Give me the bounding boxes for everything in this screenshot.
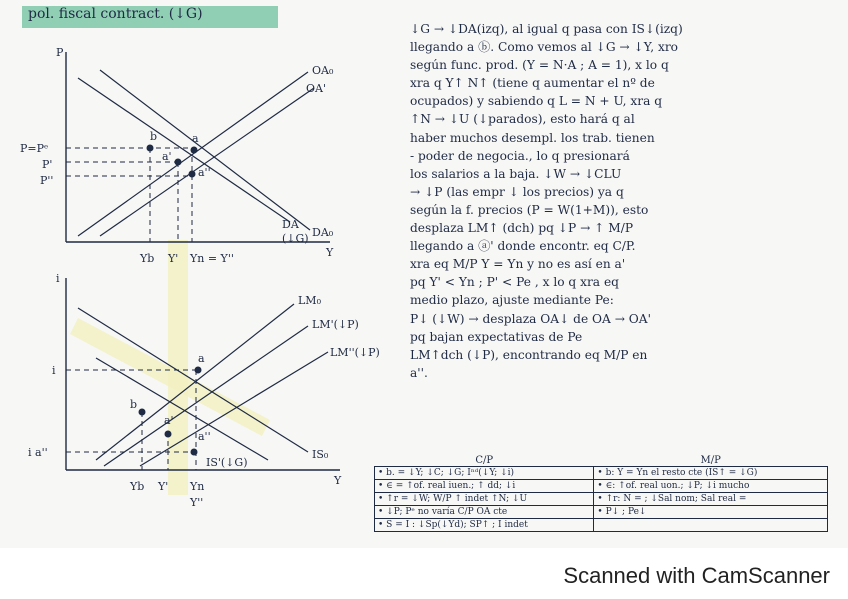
point-a2-top	[189, 171, 196, 178]
curve-da0	[100, 70, 310, 230]
point-a2-bottom	[191, 449, 198, 456]
summary-table	[374, 455, 828, 532]
table-header-cp: C/P	[475, 455, 494, 466]
curve-lm0	[96, 304, 294, 460]
label-p1: P'	[42, 158, 53, 171]
point-a-top	[191, 147, 198, 154]
table-cell: • b. = ↓Y; ↓C; ↓G; Iⁿᵈ(↓Y; ↓i)	[375, 467, 594, 480]
note-line: P↓ (↓W) → desplaza OA↓ de OA → OA'	[410, 311, 651, 326]
point-a1-top	[175, 159, 182, 166]
label-oa1: OA'	[306, 82, 326, 95]
curve-lm1	[104, 326, 308, 466]
table-row	[375, 467, 828, 480]
table-row	[375, 506, 828, 519]
table-cell: • ↓P; Pᵉ no varía C/P OA cte	[375, 506, 594, 519]
label-da: DA	[282, 218, 299, 231]
label-lm0: LM₀	[298, 294, 321, 307]
note-line: ocupados) y sabiendo q L = N + U, xra q	[410, 94, 663, 109]
point-b-bottom	[139, 409, 146, 416]
label-da0: DA₀	[312, 226, 334, 239]
note-line: desplaza LM↑ (dch) pq ↓P → ↑ M/P	[410, 221, 634, 236]
curve-da	[78, 78, 290, 222]
top-x-label: Y	[326, 246, 334, 259]
table-cell	[594, 519, 828, 532]
note-line: pq bajan expectativas de Pe	[410, 329, 583, 344]
note-line: pq Y' < Yn ; P' < Pe , x lo q xra eq	[410, 275, 619, 290]
label-down-g: (↓G)	[282, 232, 309, 245]
label-pe: P=Pᵉ	[20, 142, 49, 155]
scanner-watermark: Scanned with CamScanner	[563, 563, 830, 588]
graph-top	[20, 46, 334, 265]
label-lm2: LM''(↓P)	[330, 346, 380, 359]
table-row	[375, 493, 828, 506]
label-oa0: OA₀	[312, 64, 334, 77]
bottom-y-label: i	[56, 272, 60, 285]
table-cell: • ∈ = ↑of. real iuen.; ↑ dd; ↓i	[375, 480, 594, 493]
note-line: medio plazo, ajuste mediante Pe:	[410, 293, 614, 308]
table-cell: • ∈: ↑of. real uon.; ↓P; ↓i mucho	[594, 480, 828, 493]
label-lm1: LM'(↓P)	[312, 318, 359, 331]
label-is1: IS'(↓G)	[206, 456, 248, 469]
note-line: ↑N → ↓U (↓parados), esto hará q al	[410, 112, 635, 127]
table-header-row	[375, 455, 828, 467]
note-line: → ↓P (las empr ↓ los precios) ya q	[410, 184, 624, 199]
table-row	[375, 480, 828, 493]
label-b-bottom: b	[130, 398, 138, 411]
note-line: a''.	[410, 365, 428, 380]
note-line: ↓G → ↓DA(izq), al igual q pasa con IS↓(izq)	[410, 22, 683, 36]
label-yn-bottom: Yn	[190, 480, 205, 493]
note-line: xra q Y↑ N↑ (tiene q aumentar el nº de	[410, 76, 655, 91]
note-line: llegando a ⓑ. Como vemos al ↓G → ↓Y, xro	[410, 40, 678, 55]
label-y1-top: Y'	[168, 252, 179, 265]
label-yb-top: Yb	[140, 252, 155, 265]
point-a1-bottom	[165, 431, 172, 438]
label-a-bottom: a	[198, 352, 205, 365]
page-title: pol. fiscal contract. (↓G)	[28, 6, 203, 22]
curve-is0	[78, 308, 308, 452]
label-a1-top: a'	[162, 150, 172, 163]
table-cell: • S = I : ↓Sp(↓Yd); SP↑ ; I indet	[375, 519, 594, 532]
note-line: según la f. precios (P = W(1+M)), esto	[410, 202, 649, 217]
label-a2-bottom: a''	[198, 430, 211, 443]
handwritten-notes	[410, 20, 840, 382]
table-cell: • ↑r = ↓W; W/P ↑ indet ↑N; ↓U	[375, 493, 594, 506]
label-a-top: a	[192, 132, 199, 145]
point-a-bottom	[195, 367, 202, 374]
label-y2-bottom: Y''	[190, 496, 204, 509]
note-line: haber muchos desempl. los trab. tienen	[410, 130, 655, 145]
point-b-top	[147, 145, 154, 152]
bottom-x-label: Y	[334, 474, 342, 487]
label-b-top: b	[150, 130, 158, 143]
table-header-mp: M/P	[700, 455, 721, 466]
label-i: i	[52, 364, 56, 377]
label-a2-top: a''	[198, 166, 211, 179]
note-line: LM↑dch (↓P), encontrando eq M/P en	[410, 347, 648, 362]
table-row	[375, 519, 828, 532]
diagrams	[0, 0, 400, 540]
label-is0: IS₀	[312, 448, 329, 461]
label-yb-bottom: Yb	[130, 480, 145, 493]
label-a1-bottom: a'	[164, 414, 174, 427]
label-y1-bottom: Y'	[158, 480, 169, 493]
note-line: llegando a ⓐ' donde encontr. eq C/P.	[410, 239, 636, 254]
table-cell: • ↑r: N = ; ↓Sal nom; Sal real =	[594, 493, 828, 506]
label-ia2: i a''	[28, 446, 48, 459]
note-line: según func. prod. (Y = N·A ; A = 1), x lo q	[410, 58, 669, 73]
note-line: los salarios a la baja. ↓W → ↓CLU	[410, 166, 622, 181]
note-line: xra eq M/P Y = Yn y no es así en a'	[410, 257, 626, 272]
note-line: - poder de negocia., lo q presionará	[410, 148, 630, 163]
label-p2: P''	[40, 174, 54, 187]
top-y-label: P	[56, 46, 64, 59]
table-cell: • P↓ ; Pe↓	[594, 506, 828, 519]
label-yn-top: Yn = Y''	[190, 252, 234, 265]
table-cell: • b: Y = Yn el resto cte (IS↑ = ↓G)	[594, 467, 828, 480]
